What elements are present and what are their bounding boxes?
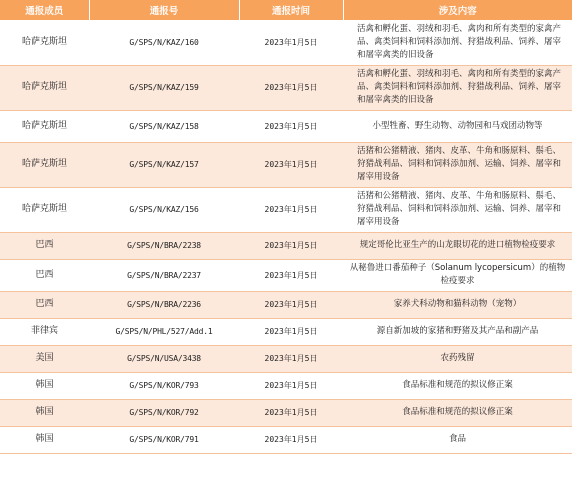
cell-member: 巴西 <box>35 240 54 250</box>
header-date: 通报时间 <box>239 0 343 20</box>
cell-date: 2023年1月5日 <box>264 241 318 250</box>
cell-member: 菲律宾 <box>30 326 58 336</box>
cell-date: 2023年1月5日 <box>264 381 318 390</box>
table-row <box>0 142 572 187</box>
cell-date: 2023年1月5日 <box>264 83 318 92</box>
table-row <box>0 20 572 65</box>
cell-code: G/SPS/N/KOR/791 <box>129 435 199 444</box>
cell-code: G/SPS/N/KOR/793 <box>129 381 199 390</box>
cell-content: 活禽和孵化蛋、羽绒和羽毛、禽肉和所有类型的家禽产品、禽类饲料和饲料添加剂、狩猎战利品、饲养、屠宰和屠宰禽类的旧设备 <box>357 69 562 105</box>
header-content: 涉及内容 <box>438 6 477 17</box>
cell-content: 食品标准和规范的拟议修正案 <box>402 407 513 417</box>
table-row <box>0 232 572 259</box>
header-member: 通报成员 <box>0 0 89 20</box>
cell-member: 哈萨克斯坦 <box>21 36 67 47</box>
cell-code: G/SPS/N/BRA/2237 <box>127 270 201 280</box>
table-row <box>0 291 572 318</box>
cell-date: 2023年1月5日 <box>264 270 318 280</box>
cell-date: 2023年1月5日 <box>264 205 318 214</box>
cell-date: 2023年1月5日 <box>264 408 318 417</box>
table-row <box>0 372 572 399</box>
cell-date: 2023年1月5日 <box>264 37 318 47</box>
table-row <box>0 345 572 372</box>
table-row <box>0 259 572 291</box>
cell-date: 2023年1月5日 <box>264 121 318 131</box>
table-row <box>0 318 572 345</box>
cell-date: 2023年1月5日 <box>264 327 318 336</box>
cell-content: 食品标准和规范的拟议修正案 <box>402 380 513 390</box>
cell-content: 家养犬科动物和猫科动物（宠物） <box>393 299 522 309</box>
cell-date: 2023年1月5日 <box>264 160 318 169</box>
cell-member: 美国 <box>35 353 54 363</box>
cell-content: 农药残留 <box>440 353 475 363</box>
cell-date: 2023年1月5日 <box>264 300 318 309</box>
header-row <box>0 0 572 20</box>
cell-member: 哈萨克斯坦 <box>21 120 67 131</box>
header-code: 通报号 <box>89 0 239 20</box>
cell-member: 哈萨克斯坦 <box>21 159 67 169</box>
cell-code: G/SPS/N/KAZ/160 <box>129 37 199 47</box>
table-row <box>0 187 572 232</box>
cell-code: G/SPS/N/KAZ/159 <box>129 83 199 92</box>
cell-member: 韩国 <box>35 380 54 390</box>
cell-code: G/SPS/N/KAZ/156 <box>129 205 199 214</box>
cell-member: 韩国 <box>35 434 54 444</box>
cell-member: 韩国 <box>35 407 54 417</box>
cell-content: 小型牲畜、野生动物、动物园和马戏团动物等 <box>372 120 543 131</box>
cell-content: 规定哥伦比亚生产的山龙眼切花的进口植物检疫要求 <box>359 240 556 250</box>
table-row <box>0 110 572 142</box>
cell-member: 巴西 <box>35 269 54 280</box>
table-row <box>0 65 572 110</box>
table-row <box>0 426 572 453</box>
cell-content: 从秘鲁进口番茄种子（Solanum lycopersicum）的植物检疫要求 <box>349 263 566 286</box>
cell-code: G/SPS/N/KAZ/157 <box>129 160 199 169</box>
cell-content: 食品 <box>448 434 466 444</box>
cell-date: 2023年1月5日 <box>264 435 318 444</box>
cell-content: 活禽和孵化蛋、羽绒和羽毛、禽肉和所有类型的家禽产品、禽类饲料和饲料添加剂、狩猎战利品、饲养、屠宰和屠宰禽类的旧设备 <box>357 23 562 60</box>
cell-content: 活猪和公猪精液、猪肉、皮革、牛角和肠原料、鬃毛、狩猎战利品、饲料和饲料添加剂、运输、饲养、屠宰和屠宰用设备 <box>357 191 562 227</box>
cell-code: G/SPS/N/BRA/2236 <box>127 300 201 309</box>
cell-member: 巴西 <box>35 299 54 309</box>
cell-code: G/SPS/N/BRA/2238 <box>127 241 201 250</box>
cell-date: 2023年1月5日 <box>264 354 318 363</box>
table-row <box>0 399 572 426</box>
cell-member: 哈萨克斯坦 <box>21 82 67 92</box>
cell-code: G/SPS/N/PHL/527/Add.1 <box>115 327 213 336</box>
cell-member: 哈萨克斯坦 <box>21 204 67 214</box>
cell-code: G/SPS/N/USA/3438 <box>127 354 201 363</box>
cell-code: G/SPS/N/KOR/792 <box>129 408 199 417</box>
cell-content: 活猪和公猪精液、猪肉、皮革、牛角和肠原料、鬃毛、狩猎战利品、饲料和饲料添加剂、运输、饲养、屠宰和屠宰用设备 <box>357 146 562 182</box>
cell-content: 源自新加坡的家猪和野猪及其产品和副产品 <box>376 326 539 336</box>
cell-code: G/SPS/N/KAZ/158 <box>129 121 199 131</box>
